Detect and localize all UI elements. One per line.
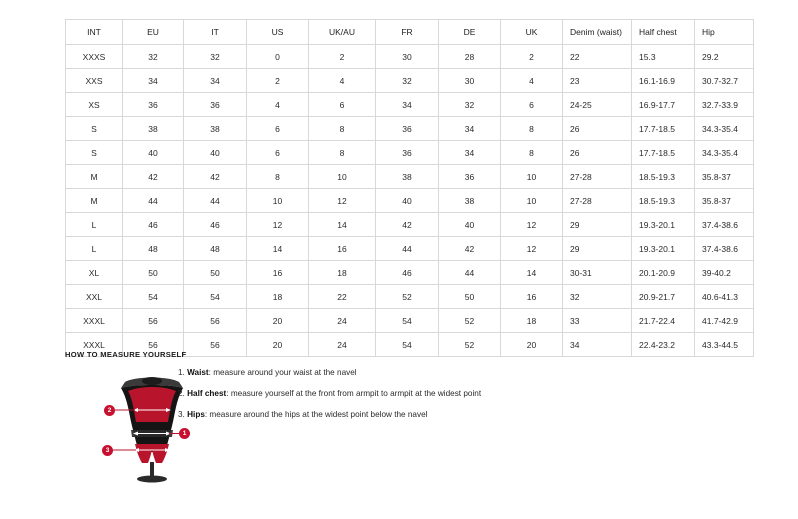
cell-hip: 35.8-37 [695, 165, 754, 189]
cell-hip: 37.4-38.6 [695, 237, 754, 261]
size-table [65, 19, 754, 357]
table-header-row [66, 20, 754, 45]
cell-eu: 32 [123, 45, 184, 69]
cell-int: M [66, 189, 123, 213]
cell-it: 40 [184, 141, 247, 165]
cell-denim-waist: 23 [563, 69, 632, 93]
cell-us: 20 [247, 333, 309, 357]
table-row [66, 213, 754, 237]
cell-uk: 14 [501, 261, 563, 285]
cell-de: 34 [439, 117, 501, 141]
column-header-int: INT [66, 20, 123, 45]
cell-us: 10 [247, 189, 309, 213]
cell-denim-waist: 29 [563, 213, 632, 237]
cell-int: L [66, 213, 123, 237]
cell-de: 50 [439, 285, 501, 309]
cell-fr: 32 [376, 69, 439, 93]
cell-half-chest: 16.9-17.7 [632, 93, 695, 117]
cell-it: 32 [184, 45, 247, 69]
cell-int: XXXS [66, 45, 123, 69]
cell-de: 52 [439, 309, 501, 333]
column-header-it: IT [184, 20, 247, 45]
cell-uk-au: 8 [309, 117, 376, 141]
cell-us: 14 [247, 237, 309, 261]
cell-hip: 34.3-35.4 [695, 141, 754, 165]
cell-it: 56 [184, 333, 247, 357]
cell-eu: 56 [123, 309, 184, 333]
instruction-hips-text: : measure around the hips at the widest point below the navel [204, 409, 428, 419]
cell-hip: 34.3-35.4 [695, 117, 754, 141]
column-header-de: DE [439, 20, 501, 45]
column-header-hip: Hip [695, 20, 754, 45]
how-to-measure-title: HOW TO MEASURE YOURSELF [65, 350, 187, 359]
table-row [66, 93, 754, 117]
cell-denim-waist: 29 [563, 237, 632, 261]
instruction-hips-term: Hips [187, 409, 205, 419]
cell-hip: 30.7-32.7 [695, 69, 754, 93]
cell-fr: 52 [376, 285, 439, 309]
cell-hip: 39-40.2 [695, 261, 754, 285]
column-header-denim-waist: Denim (waist) [563, 20, 632, 45]
cell-uk: 12 [501, 213, 563, 237]
table-row [66, 165, 754, 189]
cell-half-chest: 16.1-16.9 [632, 69, 695, 93]
cell-denim-waist: 33 [563, 309, 632, 333]
cell-uk-au: 6 [309, 93, 376, 117]
cell-eu: 44 [123, 189, 184, 213]
size-chart [65, 19, 738, 357]
cell-hip: 32.7-33.9 [695, 93, 754, 117]
column-header-uk: UK [501, 20, 563, 45]
cell-fr: 46 [376, 261, 439, 285]
cell-uk: 8 [501, 117, 563, 141]
cell-eu: 42 [123, 165, 184, 189]
cell-uk-au: 24 [309, 333, 376, 357]
cell-it: 50 [184, 261, 247, 285]
cell-de: 30 [439, 69, 501, 93]
cell-uk: 4 [501, 69, 563, 93]
cell-half-chest: 19.3-20.1 [632, 213, 695, 237]
cell-denim-waist: 32 [563, 285, 632, 309]
cell-denim-waist: 34 [563, 333, 632, 357]
cell-us: 0 [247, 45, 309, 69]
cell-de: 40 [439, 213, 501, 237]
cell-it: 34 [184, 69, 247, 93]
table-body [66, 45, 754, 357]
cell-half-chest: 17.7-18.5 [632, 117, 695, 141]
cell-us: 20 [247, 309, 309, 333]
cell-int: XXXL [66, 333, 123, 357]
cell-denim-waist: 26 [563, 141, 632, 165]
cell-de: 32 [439, 93, 501, 117]
cell-int: S [66, 141, 123, 165]
cell-it: 38 [184, 117, 247, 141]
cell-half-chest: 21.7-22.4 [632, 309, 695, 333]
table-row [66, 285, 754, 309]
cell-it: 54 [184, 285, 247, 309]
cell-us: 18 [247, 285, 309, 309]
table-row [66, 189, 754, 213]
cell-half-chest: 18.5-19.3 [632, 165, 695, 189]
column-header-half-chest: Half chest [632, 20, 695, 45]
cell-uk: 10 [501, 165, 563, 189]
cell-eu: 54 [123, 285, 184, 309]
cell-uk-au: 12 [309, 189, 376, 213]
cell-it: 44 [184, 189, 247, 213]
cell-denim-waist: 24-25 [563, 93, 632, 117]
badge-waist: 1 [179, 428, 190, 439]
table-row [66, 69, 754, 93]
cell-int: L [66, 237, 123, 261]
column-header-uk-au: UK/AU [309, 20, 376, 45]
instruction-half-chest-term: Half chest [187, 388, 227, 398]
cell-fr: 36 [376, 117, 439, 141]
table-row [66, 261, 754, 285]
cell-eu: 56 [123, 333, 184, 357]
table-row [66, 141, 754, 165]
cell-it: 48 [184, 237, 247, 261]
cell-half-chest: 18.5-19.3 [632, 189, 695, 213]
column-header-fr: FR [376, 20, 439, 45]
cell-hip: 40.6-41.3 [695, 285, 754, 309]
cell-hip: 37.4-38.6 [695, 213, 754, 237]
cell-int: M [66, 165, 123, 189]
table-row [66, 45, 754, 69]
instruction-half-chest-number: 2. [178, 388, 185, 398]
cell-hip: 35.8-37 [695, 189, 754, 213]
table-row [66, 237, 754, 261]
cell-it: 46 [184, 213, 247, 237]
instruction-half-chest-text: : measure yourself at the front from armpit to armpit at the widest point [226, 388, 482, 398]
instruction-half-chest [178, 389, 598, 399]
cell-de: 44 [439, 261, 501, 285]
cell-de: 42 [439, 237, 501, 261]
cell-us: 6 [247, 117, 309, 141]
instruction-waist-number: 1. [178, 368, 185, 377]
table-row [66, 309, 754, 333]
cell-us: 2 [247, 69, 309, 93]
cell-uk-au: 4 [309, 69, 376, 93]
cell-uk: 8 [501, 141, 563, 165]
cell-eu: 40 [123, 141, 184, 165]
cell-it: 56 [184, 309, 247, 333]
cell-it: 36 [184, 93, 247, 117]
cell-denim-waist: 26 [563, 117, 632, 141]
cell-denim-waist: 27-28 [563, 165, 632, 189]
cell-uk: 2 [501, 45, 563, 69]
cell-uk-au: 24 [309, 309, 376, 333]
cell-fr: 42 [376, 213, 439, 237]
column-header-eu: EU [123, 20, 184, 45]
cell-de: 34 [439, 141, 501, 165]
cell-eu: 46 [123, 213, 184, 237]
cell-us: 4 [247, 93, 309, 117]
cell-de: 38 [439, 189, 501, 213]
cell-uk-au: 16 [309, 237, 376, 261]
cell-eu: 34 [123, 69, 184, 93]
cell-hip: 43.3-44.5 [695, 333, 754, 357]
instruction-waist [178, 368, 598, 378]
cell-fr: 54 [376, 309, 439, 333]
instruction-hips [178, 410, 598, 420]
cell-us: 8 [247, 165, 309, 189]
instruction-waist-term: Waist [187, 368, 209, 377]
cell-uk-au: 10 [309, 165, 376, 189]
cell-fr: 30 [376, 45, 439, 69]
cell-us: 6 [247, 141, 309, 165]
instruction-hips-number: 3. [178, 409, 185, 419]
cell-uk-au: 8 [309, 141, 376, 165]
cell-fr: 44 [376, 237, 439, 261]
cell-int: XXXL [66, 309, 123, 333]
cell-int: XL [66, 261, 123, 285]
cell-int: XXL [66, 285, 123, 309]
instruction-waist-text: : measure around your waist at the navel [208, 368, 357, 377]
cell-uk: 20 [501, 333, 563, 357]
cell-denim-waist: 27-28 [563, 189, 632, 213]
cell-uk: 18 [501, 309, 563, 333]
badge-half-chest: 2 [104, 405, 115, 416]
cell-int: XXS [66, 69, 123, 93]
cell-half-chest: 20.1-20.9 [632, 261, 695, 285]
cell-uk: 16 [501, 285, 563, 309]
cell-uk-au: 2 [309, 45, 376, 69]
table-row [66, 117, 754, 141]
cell-de: 28 [439, 45, 501, 69]
table-header [66, 20, 754, 45]
cell-uk: 12 [501, 237, 563, 261]
cell-eu: 38 [123, 117, 184, 141]
cell-half-chest: 20.9-21.7 [632, 285, 695, 309]
cell-eu: 36 [123, 93, 184, 117]
cell-hip: 29.2 [695, 45, 754, 69]
cell-us: 16 [247, 261, 309, 285]
cell-fr: 34 [376, 93, 439, 117]
cell-int: XS [66, 93, 123, 117]
column-header-us: US [247, 20, 309, 45]
badge-hips: 3 [102, 445, 113, 456]
cell-hip: 41.7-42.9 [695, 309, 754, 333]
cell-fr: 36 [376, 141, 439, 165]
cell-half-chest: 17.7-18.5 [632, 141, 695, 165]
cell-fr: 54 [376, 333, 439, 357]
cell-denim-waist: 30-31 [563, 261, 632, 285]
cell-half-chest: 19.3-20.1 [632, 237, 695, 261]
cell-uk-au: 18 [309, 261, 376, 285]
cell-fr: 40 [376, 189, 439, 213]
measure-instructions [178, 368, 598, 431]
cell-us: 12 [247, 213, 309, 237]
cell-uk-au: 22 [309, 285, 376, 309]
cell-eu: 48 [123, 237, 184, 261]
cell-de: 52 [439, 333, 501, 357]
cell-int: S [66, 117, 123, 141]
cell-uk: 6 [501, 93, 563, 117]
cell-uk-au: 14 [309, 213, 376, 237]
cell-half-chest: 22.4-23.2 [632, 333, 695, 357]
cell-fr: 38 [376, 165, 439, 189]
cell-eu: 50 [123, 261, 184, 285]
cell-it: 42 [184, 165, 247, 189]
cell-half-chest: 15.3 [632, 45, 695, 69]
cell-de: 36 [439, 165, 501, 189]
cell-uk: 10 [501, 189, 563, 213]
cell-denim-waist: 22 [563, 45, 632, 69]
